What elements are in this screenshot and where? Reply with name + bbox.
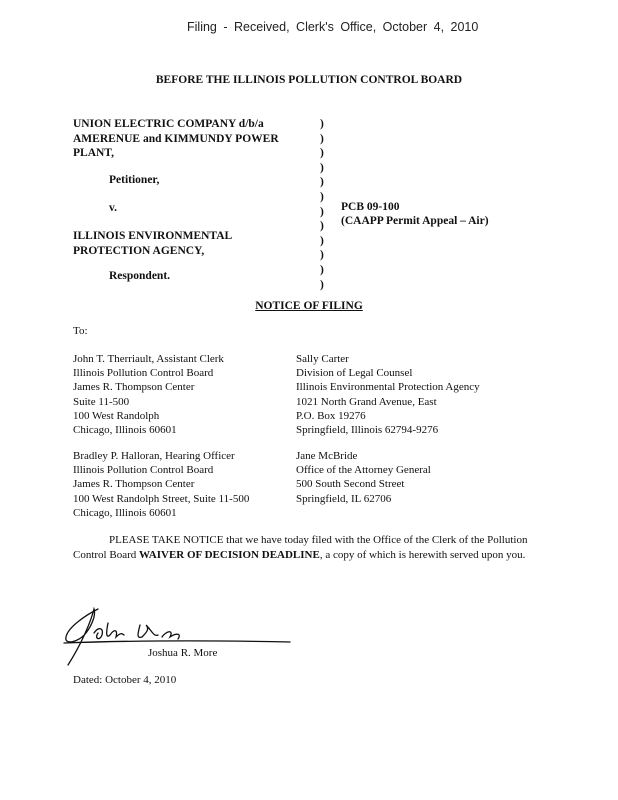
address-line: Springfield, Illinois 62794-9276 xyxy=(296,424,439,437)
address-line: Illinois Pollution Control Board xyxy=(73,464,214,477)
court-title: BEFORE THE ILLINOIS POLLUTION CONTROL BOARD xyxy=(155,74,463,86)
respondent-name-block xyxy=(73,229,232,258)
case-type: (CAAPP Permit Appeal – Air) xyxy=(341,215,489,227)
caption-paren: ) xyxy=(320,147,324,160)
address-line: Office of the Attorney General xyxy=(296,464,431,477)
address-line: Chicago, Illinois 60601 xyxy=(73,506,177,519)
address-line: Bradley P. Halloran, Hearing Officer xyxy=(73,450,235,462)
address-line: James R. Thompson Center xyxy=(73,381,195,394)
address-line: Illinois Environmental Protection Agency xyxy=(296,381,480,394)
address-line: 500 South Second Street xyxy=(296,478,405,491)
address-line: Chicago, Illinois 60601 xyxy=(73,424,177,437)
case-number: PCB 09-100 xyxy=(341,201,400,213)
addressee-block xyxy=(296,352,480,437)
caption-paren: ) xyxy=(320,205,324,218)
caption-paren: ) xyxy=(320,132,324,145)
respondent-role: Respondent. xyxy=(109,270,171,282)
filing-header: Filing - Received, Clerk's Office, October 4, 2010 xyxy=(187,20,479,34)
address-line: Springfield, IL 62706 xyxy=(296,492,392,505)
caption-paren: ) xyxy=(320,249,324,262)
petitioner-role: Petitioner, xyxy=(109,174,160,186)
address-line: 1021 North Grand Avenue, East xyxy=(296,395,437,408)
to-label: To: xyxy=(73,325,88,337)
caption-paren: ) xyxy=(320,220,324,233)
addressee-block xyxy=(73,352,224,437)
caption-paren: ) xyxy=(320,176,324,189)
petitioner-line: PLANT, xyxy=(73,147,114,160)
notice-paragraph xyxy=(73,533,533,563)
addressee-block xyxy=(73,449,249,520)
address-line: Suite 11-500 xyxy=(73,395,130,408)
signature-name: Joshua R. More xyxy=(148,647,218,659)
document-title: WAIVER OF DECISION DEADLINE xyxy=(139,549,320,561)
caption-paren: ) xyxy=(320,263,324,276)
respondent-line: PROTECTION AGENCY, xyxy=(73,244,205,257)
versus-label: v. xyxy=(109,202,117,214)
address-line: 100 West Randolph Street, Suite 11-500 xyxy=(73,492,250,505)
address-line: Jane McBride xyxy=(296,450,358,462)
caption-paren: ) xyxy=(320,161,324,174)
dated-line: Dated: October 4, 2010 xyxy=(73,674,177,686)
addressee-block xyxy=(296,449,431,506)
caption-paren: ) xyxy=(320,118,324,130)
address-line: P.O. Box 19276 xyxy=(296,409,366,422)
address-line: James R. Thompson Center xyxy=(73,478,195,491)
address-line: Division of Legal Counsel xyxy=(296,367,413,380)
caption-paren: ) xyxy=(320,278,324,291)
petitioner-line: AMERENUE and KIMMUNDY POWER xyxy=(73,132,279,145)
notice-text-end: , a copy of which is herewith served upon you. xyxy=(319,549,526,561)
address-line: John T. Therriault, Assistant Clerk xyxy=(73,353,224,365)
address-line: Illinois Pollution Control Board xyxy=(73,367,214,380)
address-line: 100 West Randolph xyxy=(73,409,160,422)
caption-parentheses xyxy=(320,117,324,292)
address-line: Sally Carter xyxy=(296,353,349,365)
petitioner-line: UNION ELECTRIC COMPANY d/b/a xyxy=(73,118,264,130)
respondent-line: ILLINOIS ENVIRONMENTAL xyxy=(73,230,233,242)
notice-of-filing-heading: NOTICE OF FILING xyxy=(255,300,363,312)
caption-paren: ) xyxy=(320,234,324,247)
caption-paren: ) xyxy=(320,190,324,203)
notice-text: PLEASE TAKE NOTICE that we have today filed with the Office of the Clerk of the Pollution Control Board xyxy=(73,534,528,561)
petitioner-name-block xyxy=(73,117,279,161)
